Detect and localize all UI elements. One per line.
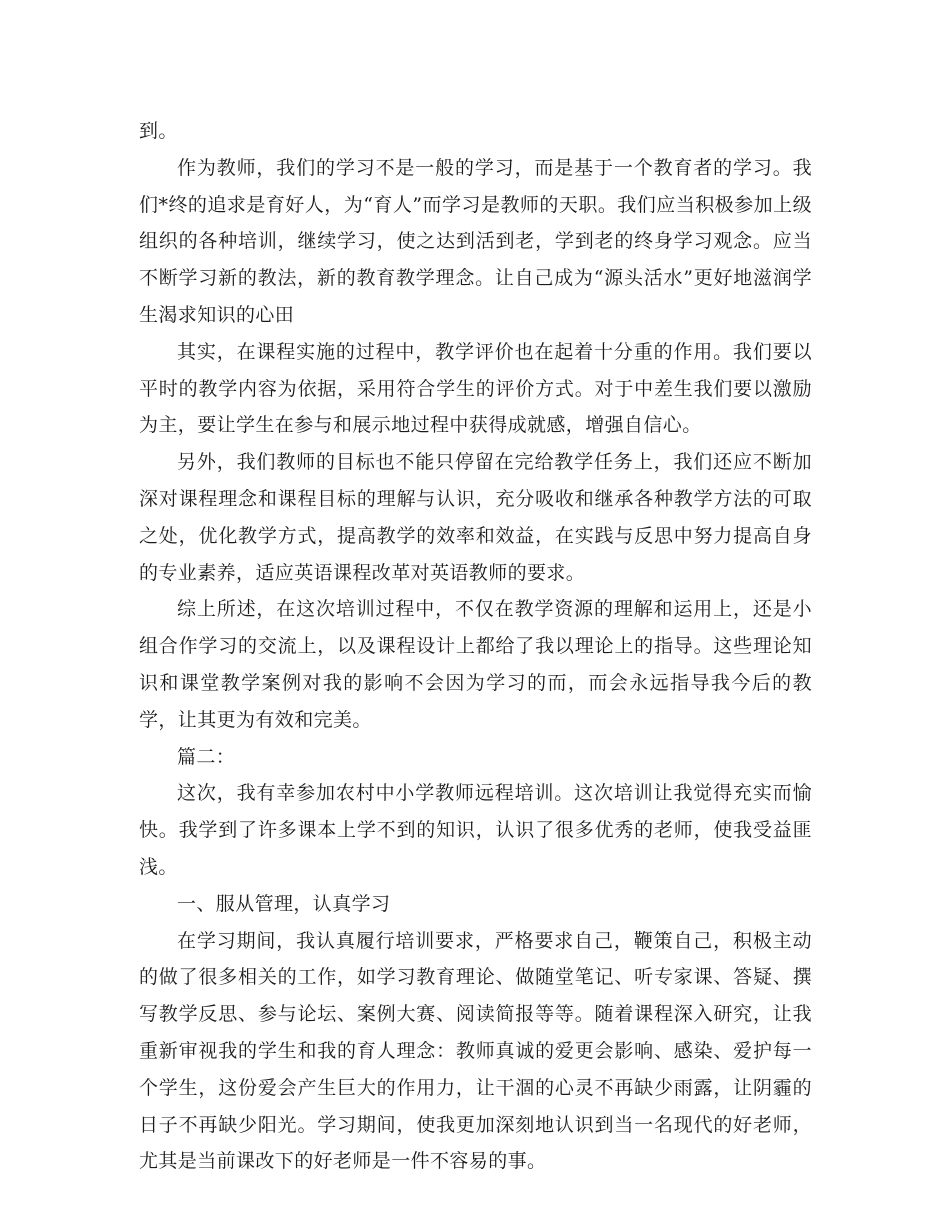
paragraph-evaluation: 其实，在课程实施的过程中，教学评价也在起着十分重的作用。我们要以平时的教学内容为依据，采用符合学生的评价方式。对于中差生我们要以激励为主，要让学生在参与和展示地过程中获得成就感，增强自信心。 [139,340,812,437]
paragraph-goals: 另外，我们教师的目标也不能只停留在完给教学任务上，我们还应不断加深对课程理念和课程目标的理解与认识，充分吸收和继承各种教学方法的可取之处，优化教学方式，提高教学的效率和效益，在实践与反思中努力提高自身的专业素养，适应英语课程改革对英语教师的要求。 [139,451,812,584]
paragraph-teacher-learning: 作为教师，我们的学习不是一般的学习，而是基于一个教育者的学习。我们*终的追求是育好人，为“育人”而学习是教师的天职。我们应当积极参加上级组织的各种培训，继续学习，使之达到活到老，学到老的终身学习观念。应当不断学习新的教法，新的教育教学理念。让自己成为“源头活水”更好地滋润学生渴求知识的心田 [139,156,812,326]
paragraph-continuation: 到。 [139,120,178,142]
document-body [139,113,812,1180]
paragraph-summary: 综上所述，在这次培训过程中，不仅在教学资源的理解和运用上，还是小组合作学习的交流上，以及课程设计上都给了我以理论上的指导。这些理论知识和课堂教学案例对我的影响不会因为学习的而，而会永远指导我今后的教学，让其更为有效和完美。 [139,598,812,731]
section-heading-part-two: 篇二： [177,745,236,768]
subheading-obey-management: 一、服从管理，认真学习 [177,892,391,915]
paragraph-study-period: 在学习期间，我认真履行培训要求，严格要求自己，鞭策自己，积极主动的做了很多相关的工作，如学习教育理论、做随堂笔记、听专家课、答疑、撰写教学反思、参与论坛、案例大赛、阅读简报等等。随着课程深入研究，让我重新审视我的学生和我的育人理念：教师真诚的爱更会影响、感染、爱护每一个学生，这份爱会产生巨大的作用力，让干涸的心灵不再缺少雨露，让阴霾的日子不再缺少阳光。学习期间，使我更加深刻地认识到当一名现代的好老师，尤其是当前课改下的好老师是一件不容易的事。 [139,929,812,1173]
paragraph-training-intro: 这次，我有幸参加农村中小学教师远程培训。这次培训让我觉得充实而愉快。我学到了许多课本上学不到的知识，认识了很多优秀的老师，使我受益匪浅。 [139,782,812,878]
